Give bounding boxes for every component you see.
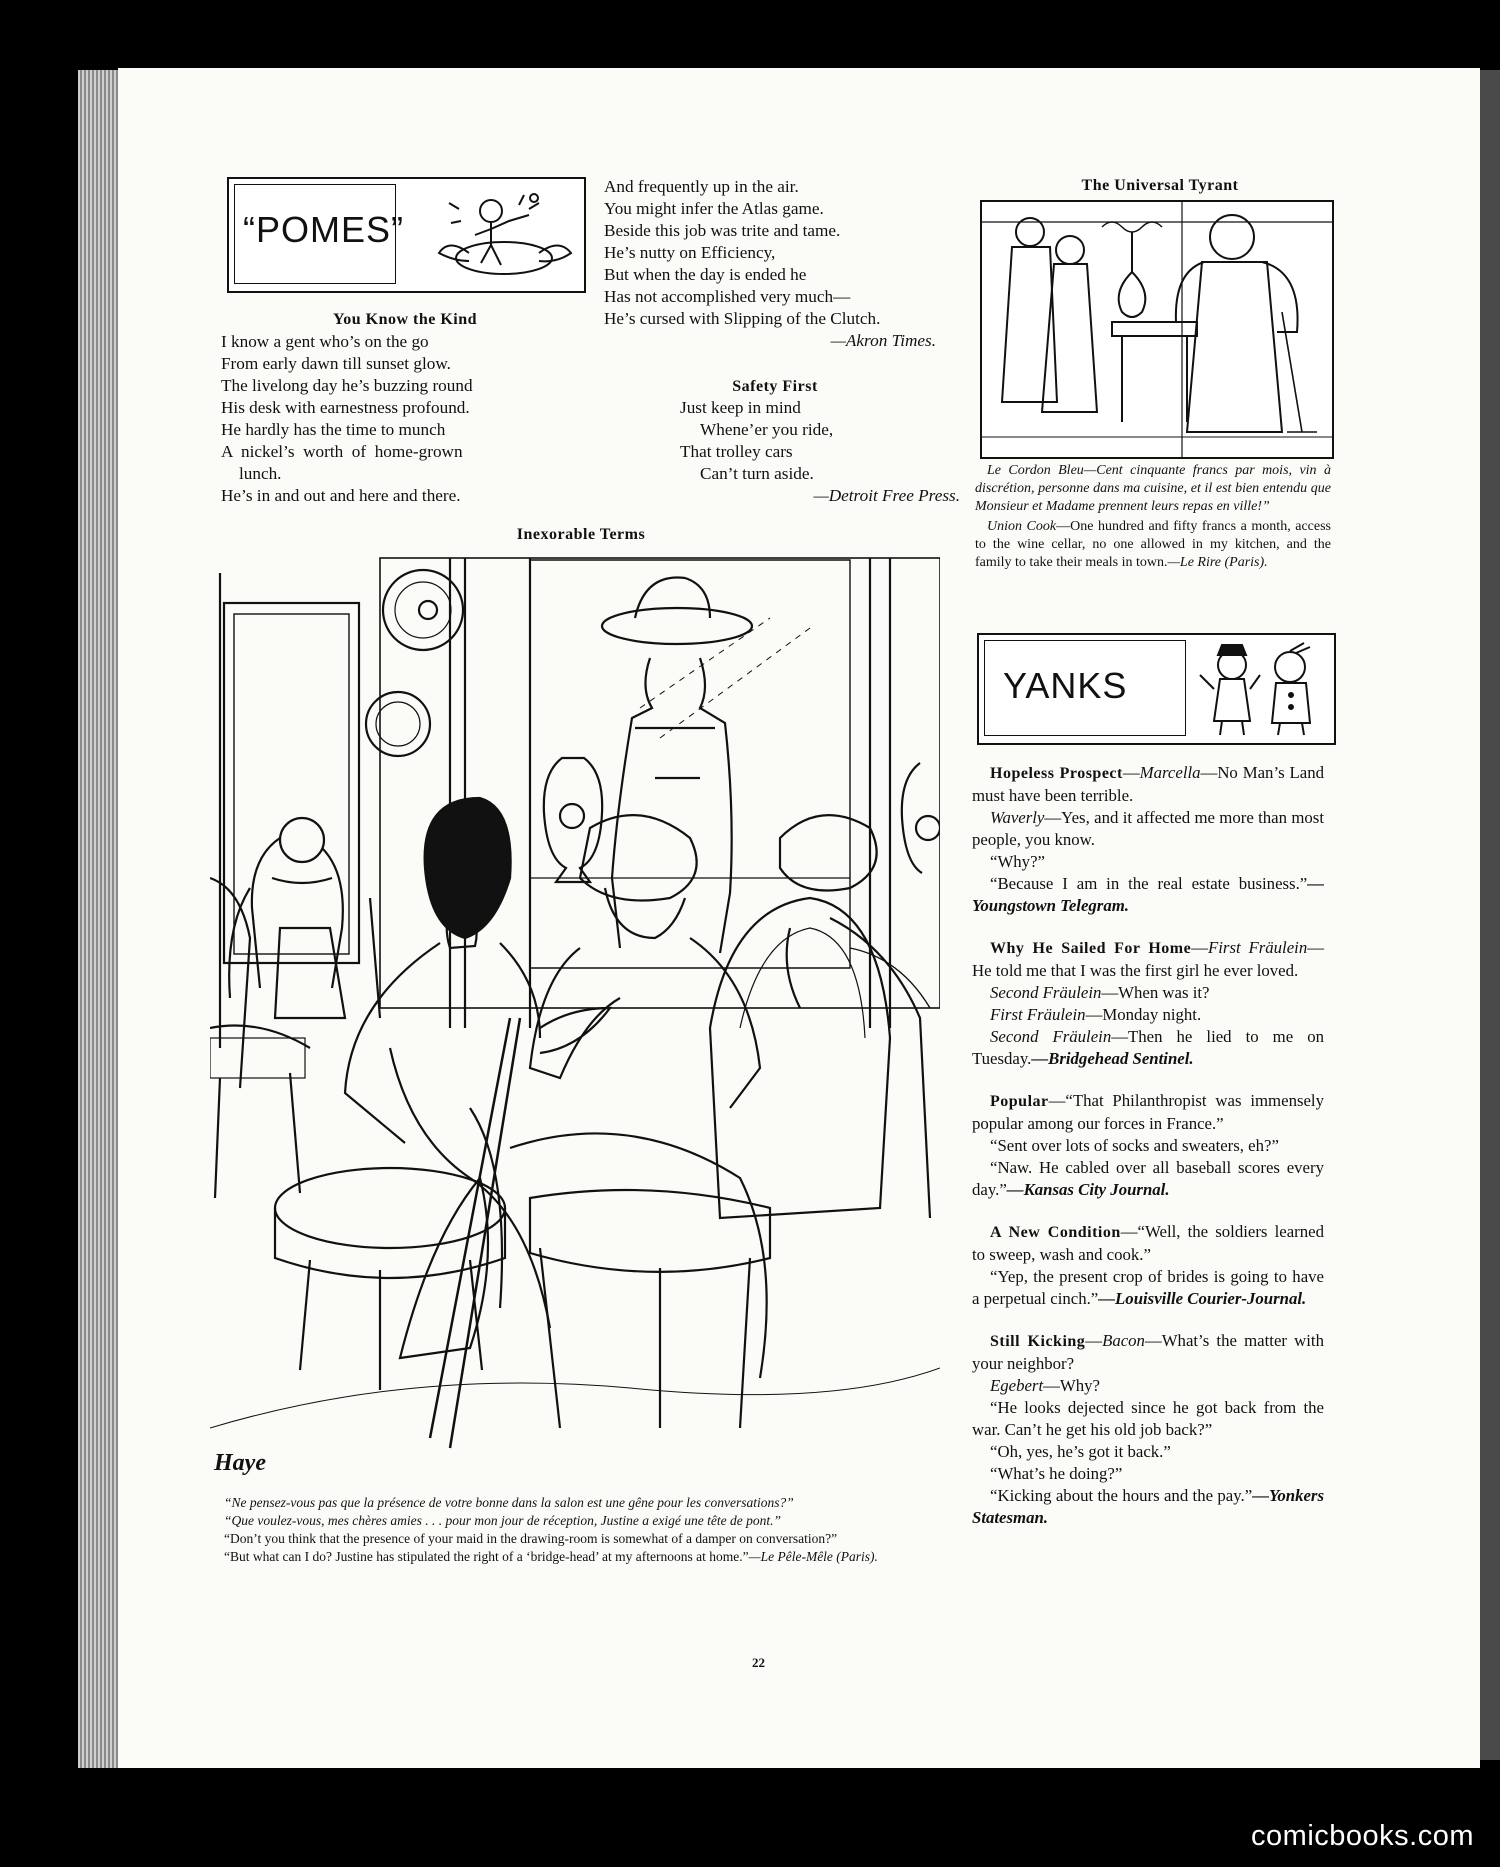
- joke-headline: Why He Sailed For Home: [990, 940, 1192, 957]
- yanks-item: [972, 1090, 1324, 1201]
- inexorable-terms-illustration: [210, 548, 940, 1488]
- caption-speaker: Union Cook: [987, 519, 1057, 534]
- inexorable-terms-caption: [210, 1494, 938, 1566]
- speaker: Second Fräulein: [990, 1027, 1112, 1046]
- joke-text: “That Philanthropist was immensely popular among our forces in France.”: [972, 1091, 1324, 1133]
- speaker: Bacon: [1102, 1331, 1145, 1350]
- caption-english-line: [210, 1548, 938, 1566]
- speaker: Second Fräulein: [990, 983, 1102, 1002]
- pomes-cartoon-icon: [429, 183, 579, 287]
- joke-headline: A New Condition: [990, 1224, 1121, 1241]
- pomes-title: “POMES”: [243, 209, 405, 250]
- joke-text: “Yep, the present crop of brides is going to have a perpetual cinch.”: [972, 1267, 1324, 1308]
- joke-text: —Why?: [1043, 1376, 1100, 1395]
- joke-text: “Because I am in the real estate business.”: [990, 874, 1308, 893]
- dash: —: [1120, 1222, 1138, 1241]
- poem-line: Just keep in mind: [680, 398, 801, 417]
- universal-tyrant-caption: [975, 462, 1331, 572]
- poem-line: And frequently up in the air.: [604, 177, 799, 196]
- universal-tyrant-cartoon: [980, 200, 1334, 459]
- joke-text: “He looks dejected since he got back from the war. Can’t he get his old job back?”: [972, 1398, 1324, 1439]
- dash: —: [1048, 1091, 1066, 1110]
- speaker: Marcella: [1139, 763, 1201, 782]
- caption-english-line: “Don’t you think that the presence of your maid in the drawing-room is somewhat of a damper on conversation?”: [224, 1531, 838, 1546]
- poem-line: But when the day is ended he: [604, 265, 807, 284]
- poem-you-know-the-kind-title: You Know the Kind: [332, 311, 478, 328]
- joke-source: —Kansas City Journal.: [1006, 1180, 1170, 1199]
- joke-headline: Hopeless Prospect: [990, 765, 1123, 782]
- poem-line: The livelong day he’s buzzing round: [221, 376, 473, 395]
- yanks-item: [972, 1221, 1324, 1310]
- poem-line: He’s nutty on Efficiency,: [604, 243, 776, 262]
- joke-text: —When was it?: [1101, 983, 1210, 1002]
- joke-text: “Well, the soldiers learned to sweep, wash and cook.”: [972, 1222, 1324, 1264]
- caption-speaker: Le Cordon Bleu: [987, 463, 1084, 478]
- yanks-item: [972, 762, 1324, 917]
- joke-source: —Bridgehead Sentinel.: [1031, 1049, 1194, 1068]
- yanks-header-box: [977, 633, 1336, 745]
- joke-text: “Why?”: [990, 852, 1045, 871]
- caption-text: —One hundred and fifty francs a month, access to the wine cellar, no one allowed in my kitchen, and the family to take their meals in town.: [975, 519, 1331, 570]
- dash: —: [1191, 938, 1209, 957]
- speaker: First Fräulein: [1208, 938, 1308, 957]
- page-binding-shadow: [1480, 70, 1500, 1760]
- poem-safety-first-body: [680, 397, 960, 507]
- speaker: First Fräulein: [990, 1005, 1086, 1024]
- caption-french-line: “Que voulez-vous, mes chères amies . . . pour mon jour de réception, Justine a exigé une tête de pont.”: [224, 1513, 782, 1528]
- speaker: Egebert: [990, 1376, 1044, 1395]
- illustrator-signature: Haye: [214, 1450, 266, 1476]
- universal-tyrant-illustration: [982, 202, 1332, 457]
- poem-line: He hardly has the time to munch: [221, 420, 446, 439]
- poem-line: Can’t turn aside.: [700, 464, 814, 483]
- speaker: Waverly: [990, 808, 1045, 827]
- page-number: 22: [752, 1655, 765, 1670]
- joke-text: “What’s he doing?”: [990, 1464, 1123, 1483]
- caption-source: —Le Pêle-Mêle (Paris).: [748, 1549, 878, 1564]
- joke-text: —He told me that I was the first girl he ever loved.: [972, 938, 1324, 980]
- joke-text: —What’s the matter with your neighbor?: [972, 1331, 1324, 1373]
- joke-text: —Monday night.: [1085, 1005, 1202, 1024]
- poem-line: That trolley cars: [680, 442, 793, 461]
- pomes-header-box: [227, 177, 586, 293]
- poem-line: lunch.: [239, 464, 282, 483]
- caption-text: —Cent cinquante francs par mois, vin à discrétion, personne dans ma cuisine, et il est bien entendu que Monsieur et Madame prennent leurs repas en ville!”: [975, 463, 1331, 514]
- poem-continued-body: [604, 176, 954, 352]
- caption-source: —Le Rire (Paris).: [1167, 555, 1268, 570]
- caption-english-line: [975, 518, 1331, 572]
- poem-source: —Detroit Free Press.: [813, 486, 960, 505]
- poem-safety-first-title: Safety First: [732, 378, 818, 395]
- poem-line: His desk with earnestness profound.: [221, 398, 470, 417]
- dash: —: [1085, 1331, 1103, 1350]
- joke-text: “Oh, yes, he’s got it back.”: [990, 1442, 1171, 1461]
- poem-line: A nickel’s worth of home-grown: [221, 442, 463, 461]
- yanks-item: [972, 937, 1324, 1070]
- joke-headline: Popular: [990, 1093, 1049, 1110]
- poem-line: Beside this job was trite and tame.: [604, 221, 841, 240]
- poem-line: He’s cursed with Slipping of the Clutch.: [604, 309, 881, 328]
- poem-you-know-the-kind-body: [221, 331, 591, 507]
- joke-source: —Youngstown Telegram.: [972, 874, 1324, 915]
- inexorable-terms-title: Inexorable Terms: [516, 526, 646, 543]
- poem-line: He’s in and out and here and there.: [221, 486, 461, 505]
- joke-text: “Sent over lots of socks and sweaters, eh?”: [990, 1136, 1279, 1155]
- universal-tyrant-title: The Universal Tyrant: [1081, 177, 1239, 194]
- poem-line: Whene’er you ride,: [700, 420, 834, 439]
- joke-text: “Kicking about the hours and the pay.”: [990, 1486, 1253, 1505]
- poem-source: —Akron Times.: [830, 331, 936, 350]
- joke-text: —No Man’s Land must have been terrible.: [972, 763, 1324, 805]
- yanks-column: [972, 762, 1324, 1529]
- poem-line: From early dawn till sunset glow.: [221, 354, 451, 373]
- caption-french-line: “Ne pensez-vous pas que la présence de votre bonne dans la salon est une gêne pour les conversations?”: [224, 1495, 794, 1510]
- poem-line: Has not accomplished very much—: [604, 287, 851, 306]
- joke-text: —Then he lied to me on Tuesday.: [972, 1027, 1325, 1068]
- joke-source: —Yonkers Statesman.: [972, 1486, 1324, 1527]
- book-page-edges: [78, 70, 120, 1768]
- dash: —: [1122, 763, 1140, 782]
- poem-line: You might infer the Atlas game.: [604, 199, 824, 218]
- poem-line: I know a gent who’s on the go: [221, 332, 429, 351]
- joke-text: —Yes, and it affected me more than most people, you know.: [972, 808, 1324, 849]
- joke-source: —Louisville Courier-Journal.: [1098, 1289, 1307, 1308]
- yanks-title: YANKS: [1003, 665, 1128, 706]
- joke-headline: Still Kicking: [990, 1333, 1086, 1350]
- caption-french-line: [975, 462, 1331, 516]
- yanks-cartoon-icon: [1194, 641, 1326, 737]
- yanks-item: [972, 1330, 1324, 1529]
- site-watermark: comicbooks.com: [1251, 1820, 1474, 1852]
- joke-text: “Naw. He cabled over all baseball scores every day.”: [972, 1158, 1324, 1199]
- caption-english-text: “But what can I do? Justine has stipulated the right of a ‘bridge-head’ at my afternoons at home.”: [224, 1549, 749, 1564]
